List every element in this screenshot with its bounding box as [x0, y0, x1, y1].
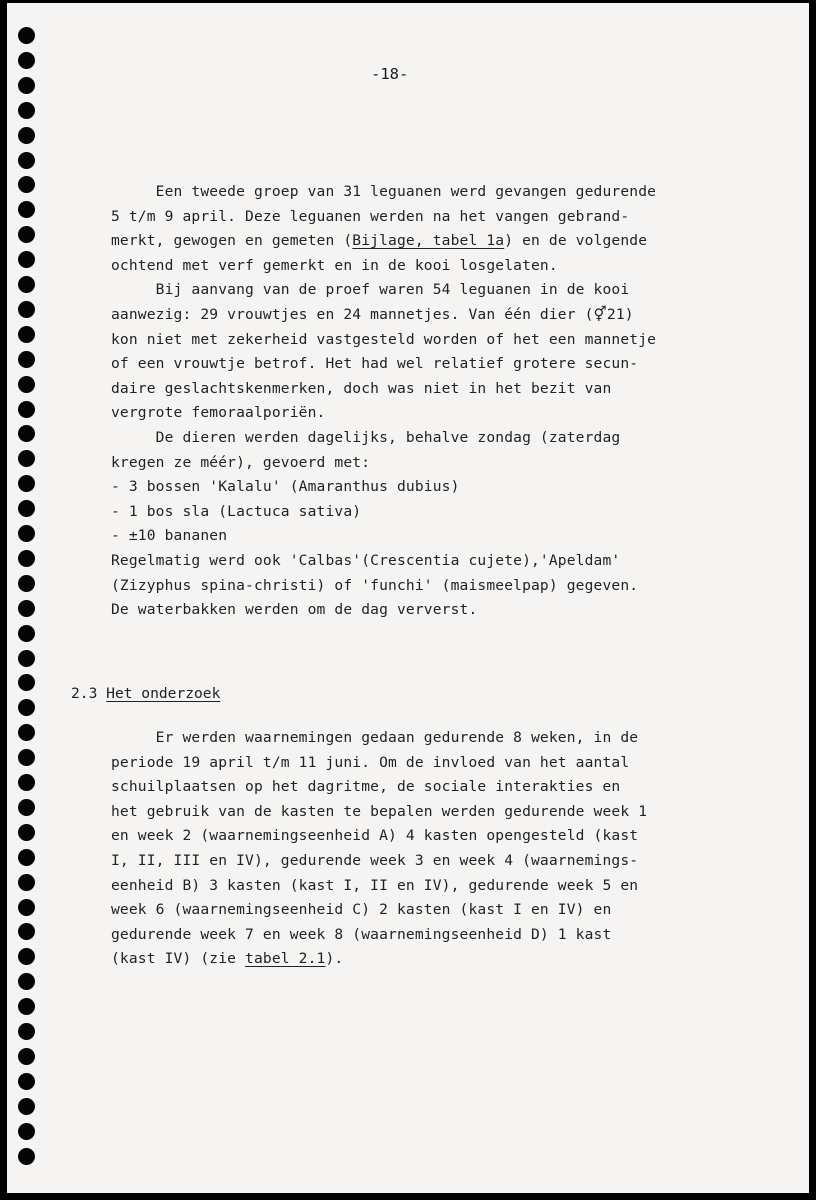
binding-hole [18, 849, 35, 866]
binding-hole [18, 226, 35, 243]
binding-hole [18, 152, 35, 169]
binding-hole [18, 923, 35, 940]
text-line: Bij aanvang van de proef waren 54 leguanen in de kooi [111, 281, 630, 299]
binding-hole [18, 674, 35, 691]
binding-hole [18, 201, 35, 218]
binding-hole [18, 998, 35, 1015]
binding-hole [18, 425, 35, 442]
table-reference: tabel 2.1 [245, 950, 326, 968]
binding-hole [18, 276, 35, 293]
text-line: 5 t/m 9 april. Deze leguanen werden na het vangen gebrand- [111, 207, 630, 225]
binding-hole [18, 27, 35, 44]
binding-hole [18, 351, 35, 368]
binding-hole [18, 625, 35, 642]
binding-hole [18, 77, 35, 94]
binding-hole [18, 774, 35, 791]
text-line: I, II, III en IV), gedurende week 3 en week 4 (waarnemings- [111, 851, 639, 869]
binding-hole [18, 799, 35, 816]
binding-hole [18, 475, 35, 492]
binding-hole [18, 176, 35, 193]
list-item: - 3 bossen 'Kalalu' (Amaranthus dubius) [111, 478, 460, 496]
text-line: De waterbakken werden om de dag ververst. [111, 601, 478, 619]
section-title: Het onderzoek [106, 685, 221, 702]
text-line: ochtend met verf gemerkt en in de kooi losgelaten. [111, 256, 558, 274]
binding-hole [18, 102, 35, 119]
binding-hole [18, 500, 35, 517]
text-line: kon niet met zekerheid vastgesteld worden of het een mannetje [111, 330, 657, 348]
binding-hole [18, 824, 35, 841]
section-number: 2.3 [71, 685, 98, 702]
binding-hole [18, 1148, 35, 1165]
text-line: vergrote femoraalporiën. [111, 404, 326, 422]
text-line: eenheid B) 3 kasten (kast I, II en IV), gedurende week 5 en [111, 876, 639, 894]
text-line: Een tweede groep van 31 leguanen werd gevangen gedurende [111, 183, 657, 200]
text-line: Regelmatig werd ook 'Calbas'(Crescentia cujete),'Apeldam' [111, 551, 621, 569]
list-item: - 1 bos sla (Lactuca sativa) [111, 502, 362, 520]
text-line: De dieren werden dagelijks, behalve zondag (zaterdag [111, 428, 621, 446]
binding-hole [18, 550, 35, 567]
binding-hole [18, 1123, 35, 1140]
appendix-reference: Bijlage, tabel 1a [352, 232, 505, 250]
binding-hole [18, 575, 35, 592]
list-item: - ±10 bananen [111, 527, 228, 545]
binding-hole [18, 600, 35, 617]
binding-hole [18, 127, 35, 144]
text-line: schuilplaatsen op het dagritme, de sociale interakties en [111, 778, 621, 796]
binding-hole [18, 326, 35, 343]
binding-holes [18, 27, 36, 1177]
text-line: Er werden waarnemingen gedaan gedurende 8 weken, in de [111, 729, 639, 746]
binding-hole [18, 724, 35, 741]
binding-hole [18, 1023, 35, 1040]
binding-hole [18, 948, 35, 965]
binding-hole [18, 973, 35, 990]
binding-hole [18, 251, 35, 268]
text-line: aanwezig: 29 vrouwtjes en 24 mannetjes. Van één dier (⚥21) [111, 305, 634, 323]
binding-hole [18, 899, 35, 916]
binding-hole [18, 401, 35, 418]
binding-hole [18, 1073, 35, 1090]
binding-hole [18, 301, 35, 318]
text-line: kregen ze méér), gevoerd met: [111, 453, 371, 471]
paper-sheet [7, 3, 809, 1193]
text-line: daire geslachtskenmerken, doch was niet in het bezit van [111, 379, 612, 397]
binding-hole [18, 450, 35, 467]
section-heading [71, 685, 220, 702]
binding-hole [18, 1048, 35, 1065]
binding-hole [18, 1098, 35, 1115]
text-line: periode 19 april t/m 11 juni. Om de invloed van het aantal [111, 753, 630, 771]
binding-hole [18, 699, 35, 716]
text-line: gedurende week 7 en week 8 (waarnemingseenheid D) 1 kast [111, 925, 612, 943]
page-number: -18- [371, 65, 409, 83]
binding-hole [18, 52, 35, 69]
binding-hole [18, 376, 35, 393]
text-line: en week 2 (waarnemingseenheid A) 4 kasten opengesteld (kast [111, 827, 639, 845]
binding-hole [18, 650, 35, 667]
binding-hole [18, 749, 35, 766]
text-line: het gebruik van de kasten te bepalen werden gedurende week 1 [111, 802, 648, 820]
text-line: (Zizyphus spina-christi) of 'funchi' (maismeelpap) gegeven. [111, 576, 639, 594]
text-line: of een vrouwtje betrof. Het had wel relatief grotere secun- [111, 355, 639, 373]
binding-hole [18, 525, 35, 542]
text-line: merkt, gewogen en gemeten (Bijlage, tabel 1a) en de volgende [111, 232, 648, 250]
binding-hole [18, 874, 35, 891]
text-line: week 6 (waarnemingseenheid C) 2 kasten (kast I en IV) en [111, 901, 612, 919]
text-line: (kast IV) (zie tabel 2.1). [111, 950, 344, 968]
body-text-top [111, 180, 691, 623]
body-text-bottom [111, 726, 691, 972]
